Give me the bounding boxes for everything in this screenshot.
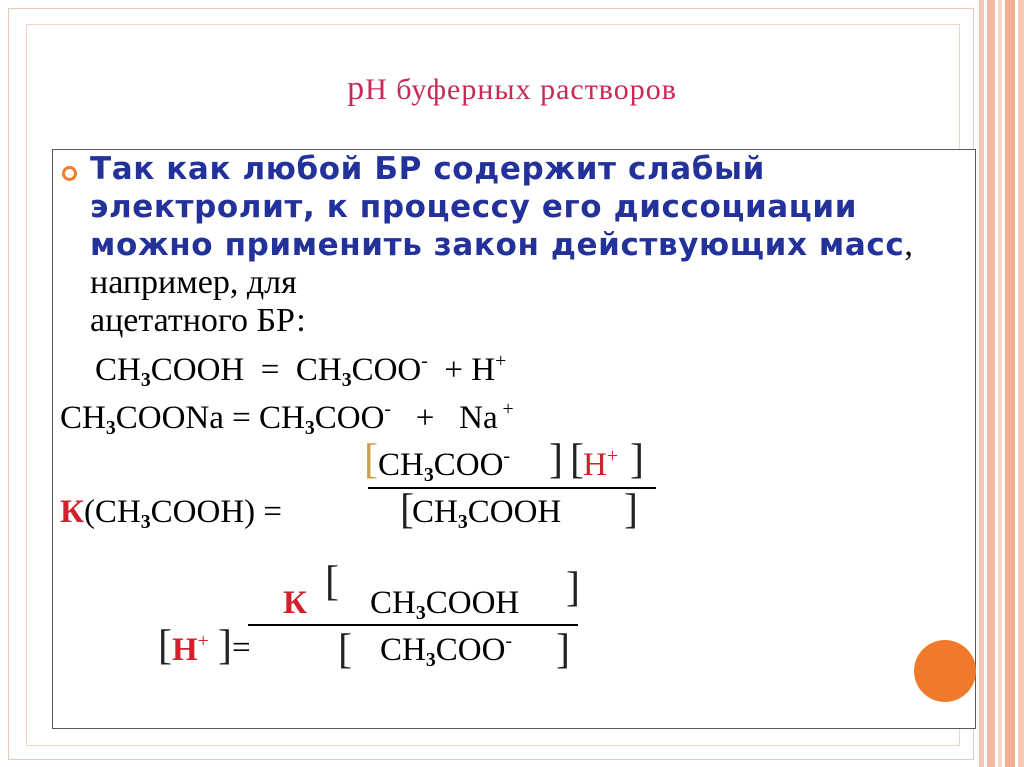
- eq4-left: [172, 630, 209, 669]
- eq2-sup: -: [384, 398, 392, 420]
- eq2-part: COO: [314, 400, 385, 436]
- eq3-left: [60, 494, 282, 534]
- eq4-part: COO: [435, 632, 506, 668]
- eq4-numerator: [370, 585, 519, 625]
- eq2-part: CH: [60, 400, 106, 436]
- decor-stripe: [998, 0, 1002, 767]
- title-first: р: [347, 70, 366, 107]
- title-rest: Н буферных растворов: [365, 73, 677, 106]
- eq3-part: CH: [412, 494, 458, 530]
- bracket-left: [: [364, 437, 378, 483]
- eq2-sub: 3: [105, 417, 116, 439]
- eq1-sup: -: [421, 350, 428, 372]
- eq3-sub: 3: [423, 464, 434, 486]
- eq2-sup: +: [497, 398, 514, 420]
- eq4-part: К: [283, 585, 307, 621]
- eq3-h-ion: [583, 445, 618, 484]
- eq4-sub: 3: [425, 649, 436, 671]
- eq4-part: CH: [370, 585, 416, 621]
- eq3-numerator: [378, 445, 510, 487]
- paragraph-normal-1: , например, для: [90, 226, 913, 301]
- eq3-sub: 3: [140, 511, 151, 533]
- eq3-part: COO: [433, 447, 504, 483]
- eq1-part: COO: [351, 352, 422, 388]
- paragraph-bold: Так как любой БР содержит слабый электролит, к процессу его диссоциации можно применить закон действующих масс: [90, 151, 905, 263]
- eq2-part: COONa = CH: [115, 400, 305, 436]
- decor-stripe: [979, 0, 984, 767]
- eq4-part: COOH: [425, 585, 520, 621]
- eq1-part: + H: [427, 352, 496, 388]
- eq3-sup: +: [606, 445, 618, 467]
- eq3-part: H: [583, 447, 607, 483]
- equation-dissociation-salt: [60, 398, 514, 440]
- eq1-part: CH: [95, 352, 141, 388]
- eq3-part: (CH: [83, 494, 141, 530]
- eq4-h: H: [172, 632, 198, 668]
- bracket-left: [: [570, 437, 584, 483]
- eq2-part: + Na: [391, 400, 498, 436]
- bracket-left: [: [158, 623, 172, 669]
- eq4-equals: [232, 630, 251, 667]
- decor-stripe: [1005, 0, 1015, 767]
- paragraph: [90, 150, 940, 340]
- slide-title: [0, 70, 1024, 108]
- decor-stripe: [987, 0, 995, 767]
- bracket-right: ]: [566, 565, 580, 611]
- eq4-sup: +: [197, 630, 209, 652]
- paragraph-normal-2: ацетатного БР:: [90, 302, 306, 339]
- eq4-part: CH: [380, 632, 426, 668]
- eq3-k: К: [60, 494, 84, 530]
- bracket-left: [: [400, 487, 414, 533]
- bracket-right: ]: [218, 623, 232, 669]
- decor-orange-circle: [914, 640, 976, 702]
- eq3-sub: 3: [457, 511, 468, 533]
- eq4-denominator: [380, 630, 512, 672]
- equation-dissociation-acid: [95, 350, 506, 392]
- bullet-circle-icon: [62, 166, 77, 181]
- eq3-part: COOH) =: [150, 494, 283, 530]
- bracket-right: ]: [549, 437, 563, 483]
- eq4-sup: -: [505, 630, 513, 652]
- eq3-sup: -: [503, 445, 511, 467]
- decor-stripe: [1018, 0, 1024, 767]
- eq1-part: COOH = CH: [150, 352, 342, 388]
- eq4-k: [283, 585, 307, 622]
- bracket-right: ]: [556, 627, 570, 673]
- eq1-sub: 3: [140, 369, 151, 391]
- bracket-left: [: [325, 559, 339, 605]
- eq3-denominator: [412, 494, 561, 534]
- eq3-part: COOH: [467, 494, 562, 530]
- eq2-sub: 3: [304, 417, 315, 439]
- eq1-sup: +: [495, 350, 507, 372]
- fraction-line: [248, 624, 578, 626]
- bracket-left: [: [338, 627, 352, 673]
- eq4-sub: 3: [415, 602, 426, 624]
- eq4-part: =: [232, 630, 251, 666]
- bracket-right: ]: [624, 487, 638, 533]
- eq3-part: CH: [378, 447, 424, 483]
- eq1-sub: 3: [341, 369, 352, 391]
- bracket-right: ]: [630, 437, 644, 483]
